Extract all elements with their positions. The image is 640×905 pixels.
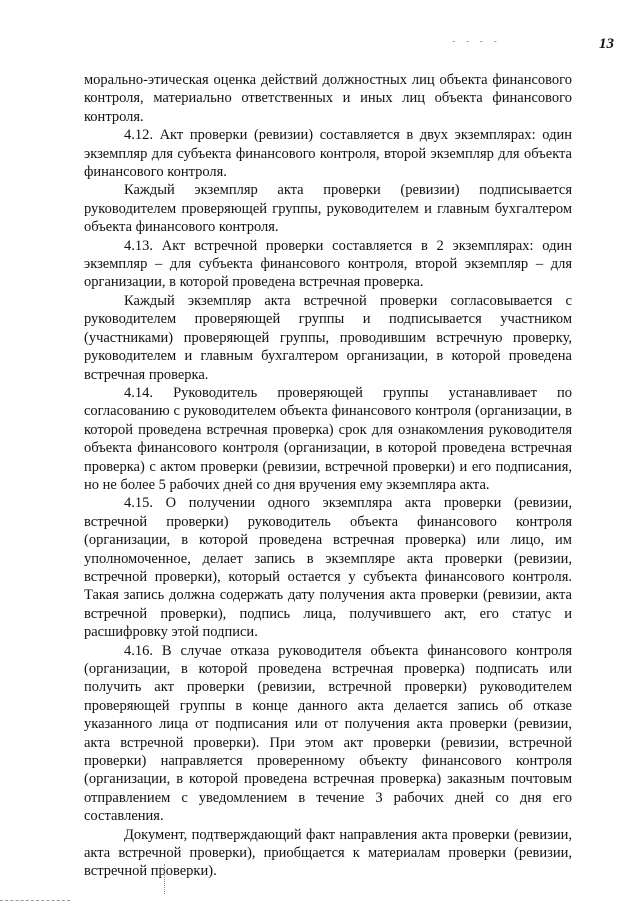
scan-marks: - - - - [452, 36, 501, 47]
paragraph-continuation: морально-этическая оценка действий должностных лиц объекта финансового контроля, материально ответственных и иных лиц объекта финансового контроля. [84, 72, 572, 125]
paragraph-4-13-signing: Каждый экземпляр акта встречной проверки согласовывается с руководителем проверяющей группы и подписывается участником (участниками) проверяющей группы, проводившим встречную проверку, руководителем и главным бухгалтером организации, в которой проведена встречная проверка. [84, 292, 572, 383]
paragraph-4-16: 4.16. В случае отказа руководителя объекта финансового контроля (организации, в которой проведена встречная проверка) подписать или получить акт проверки (ревизии, встречной проверки) руководителем проверяющей группы в конце данного акта делается запись об отказе указанного лица от подписания или от получения акта проверки (ревизии, акта встречной проверки). При этом акт проверки (ревизии, встречной проверки) направляется проверенному объекту финансового контроля (организации, в которой проведена встречная проверка) заказным почтовым отправлением с уведомлением в течение 3 рабочих дней со дня его составления. [84, 642, 572, 825]
paragraph-4-16-document: Документ, подтверждающий факт направления акта проверки (ревизии, акта встречной проверки), приобщается к материалам проверки (ревизии, встречной проверки). [84, 826, 572, 880]
paragraph-4-12-signing: Каждый экземпляр акта проверки (ревизии) подписывается руководителем проверяющей группы, руководителем и главным бухгалтером объекта финансового контроля. [84, 182, 572, 236]
paragraph-4-12: 4.12. Акт проверки (ревизии) составляется в двух экземплярах: один экземпляр для субъекта финансового контроля, второй экземпляр для объекта финансового контроля. [84, 127, 572, 181]
page-number: 13 [599, 36, 614, 52]
paragraph-4-14: 4.14. Руководитель проверяющей группы устанавливает по согласованию с руководителем объекта финансового контроля (организации, в которой проведена встречная проверка) срок для ознакомления руководителя объекта финансового контроля (организации, в которой проведена встречная проверка) с актом проверки (ревизии, встречной проверки) и его подписания, но не более 5 рабочих дней со дня вручения ему экземпляра акта. [84, 384, 572, 493]
paragraph-4-13: 4.13. Акт встречной проверки составляется в 2 экземплярах: один экземпляр – для субъекта финансового контроля, второй экземпляр – для организации, в которой проведена встречная проверка. [84, 237, 572, 291]
margin-mark [164, 864, 166, 894]
bottom-scan-line [0, 900, 70, 901]
document-body [84, 71, 572, 881]
paragraph-4-15: 4.15. О получении одного экземпляра акта проверки (ревизии, встречной проверки) руководитель объекта финансового контроля (организации, в которой проведена встречная проверка) или лицо, им уполномоченное, делает запись в экземпляре акта проверки (ревизии, встречной проверки), который остается у субъекта финансового контроля. Такая запись должна содержать дату получения акта проверки (ревизии, акта встречной проверки), подпись лица, получившего акт, его статус и расшифровку этой подписи. [84, 495, 572, 641]
